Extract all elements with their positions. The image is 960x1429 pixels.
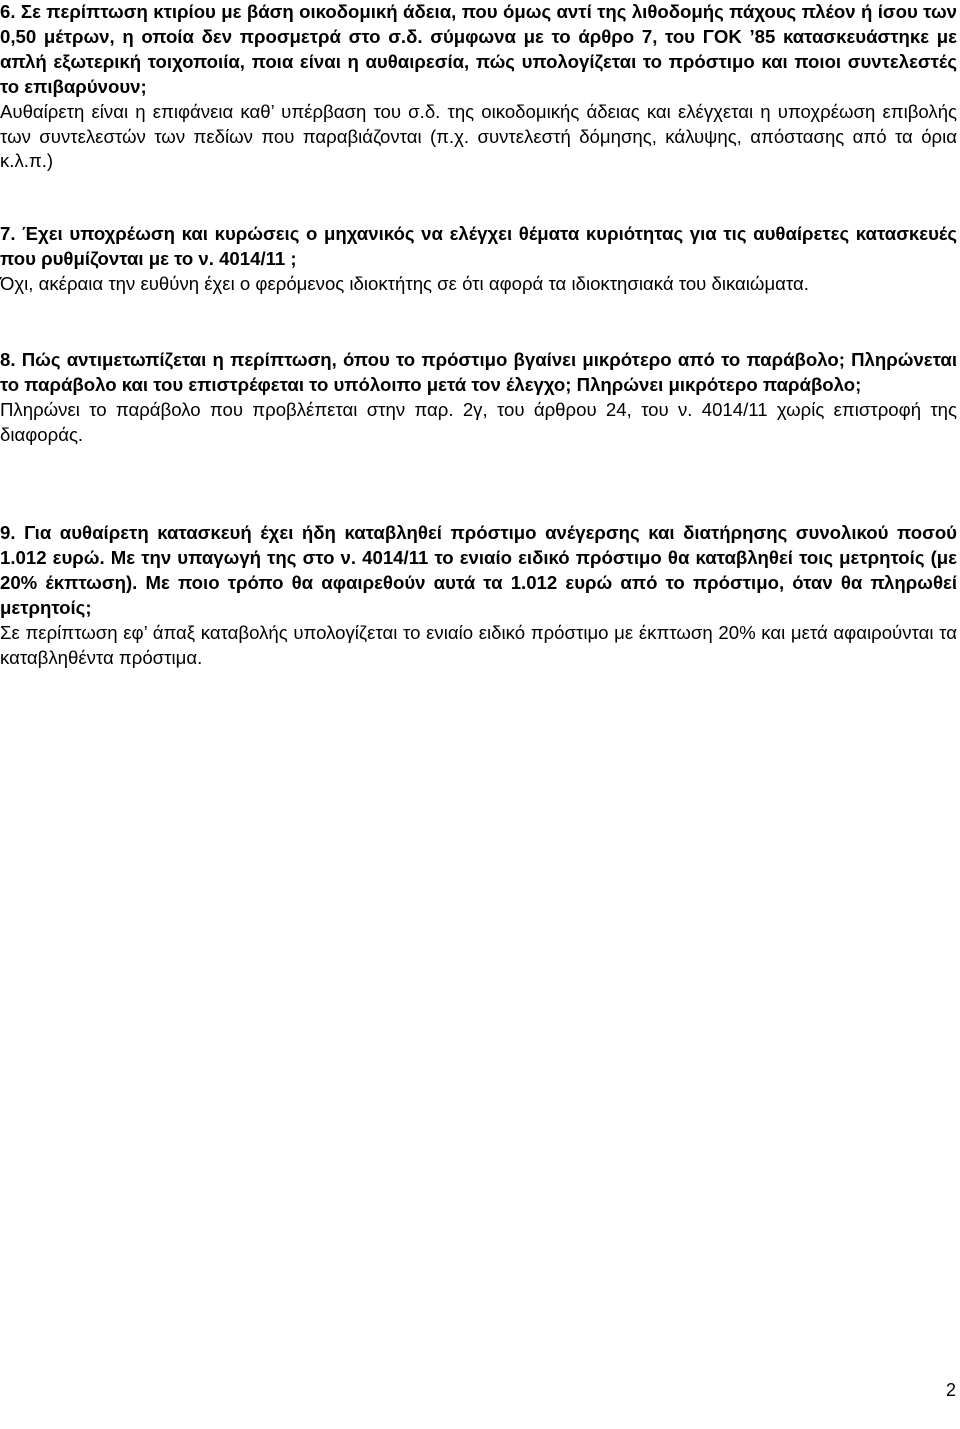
question-number: 7.: [0, 223, 16, 244]
question-text: Πώς αντιμετωπίζεται η περίπτωση, όπου το πρόστιμο βγαίνει μικρότερο από το παράβολο; Πληρώνεται το παράβολο και του επιστρέφεται το υπόλοιπο μετά τον έλεγχο; Πληρώνει μικρότερο παράβολο;: [0, 349, 957, 395]
question-number: 6.: [0, 1, 16, 22]
question-number: 8.: [0, 349, 16, 370]
answer-8: Πληρώνει το παράβολο που προβλέπεται στην παρ. 2γ, του άρθρου 24, του ν. 4014/11 χωρίς επιστροφή της διαφοράς.: [0, 398, 957, 445]
question-7: [0, 222, 957, 272]
qa-item-9: [0, 521, 957, 670]
qa-item-7: [0, 222, 957, 297]
question-8: [0, 348, 957, 398]
question-6: [0, 0, 957, 100]
page-number: 2: [945, 1380, 956, 1400]
question-text: Σε περίπτωση κτιρίου με βάση οικοδομική άδεια, που όμως αντί της λιθοδομής πάχους πλέον ή ίσου των 0,50 μέτρων, η οποία δεν προσμετρά στο σ.δ. σύμφωνα με το άρθρο 7, του ΓΟΚ ’85 κατασκευάστηκε με απλή εξωτερική τοιχοποιία, ποια είναι η αυθαιρεσία, πώς υπολογίζεται το πρόστιμο και ποιοι συντελεστές το επιβαρύνουν;: [0, 1, 957, 97]
question-text: Για αυθαίρετη κατασκευή έχει ήδη καταβληθεί πρόστιμο ανέγερσης και διατήρησης συνολικού ποσού 1.012 ευρώ. Με την υπαγωγή της στο ν. 4014/11 το ενιαίο ειδικό πρόστιμο θα καταβληθεί τοις μετρητοίς (με 20% έκπτωση). Με ποιο τρόπο θα αφαιρεθούν αυτά τα 1.012 ευρώ από το πρόστιμο, όταν θα πληρωθεί μετρητοίς;: [0, 522, 957, 618]
qa-item-6: [0, 0, 957, 174]
question-number: 9.: [0, 522, 16, 543]
answer-6: Αυθαίρετη είναι η επιφάνεια καθ’ υπέρβαση του σ.δ. της οικοδομικής άδειας και ελέγχεται η υποχρέωση επιβολής των συντελεστών των πεδίων που παραβιάζονται (π.χ. συντελεστή δόμησης, κάλυψης, απόστασης από τα όρια κ.λ.π.): [0, 100, 957, 172]
question-9: [0, 521, 957, 621]
answer-7: Όχι, ακέραια την ευθύνη έχει ο φερόμενος ιδιοκτήτης σε ότι αφορά τα ιδιοκτησιακά του δικαιώματα.: [0, 272, 809, 294]
answer-9: Σε περίπτωση εφ’ άπαξ καταβολής υπολογίζεται το ενιαίο ειδικό πρόστιμο με έκπτωση 20% και μετά αφαιρούνται τα καταβληθέντα πρόστιμα.: [0, 621, 957, 668]
question-text: Έχει υποχρέωση και κυρώσεις ο μηχανικός να ελέγχει θέματα κυριότητας για τις αυθαίρετες κατασκευές που ρυθμίζονται με το ν. 4014/11 ;: [0, 223, 957, 269]
qa-item-8: [0, 348, 957, 448]
